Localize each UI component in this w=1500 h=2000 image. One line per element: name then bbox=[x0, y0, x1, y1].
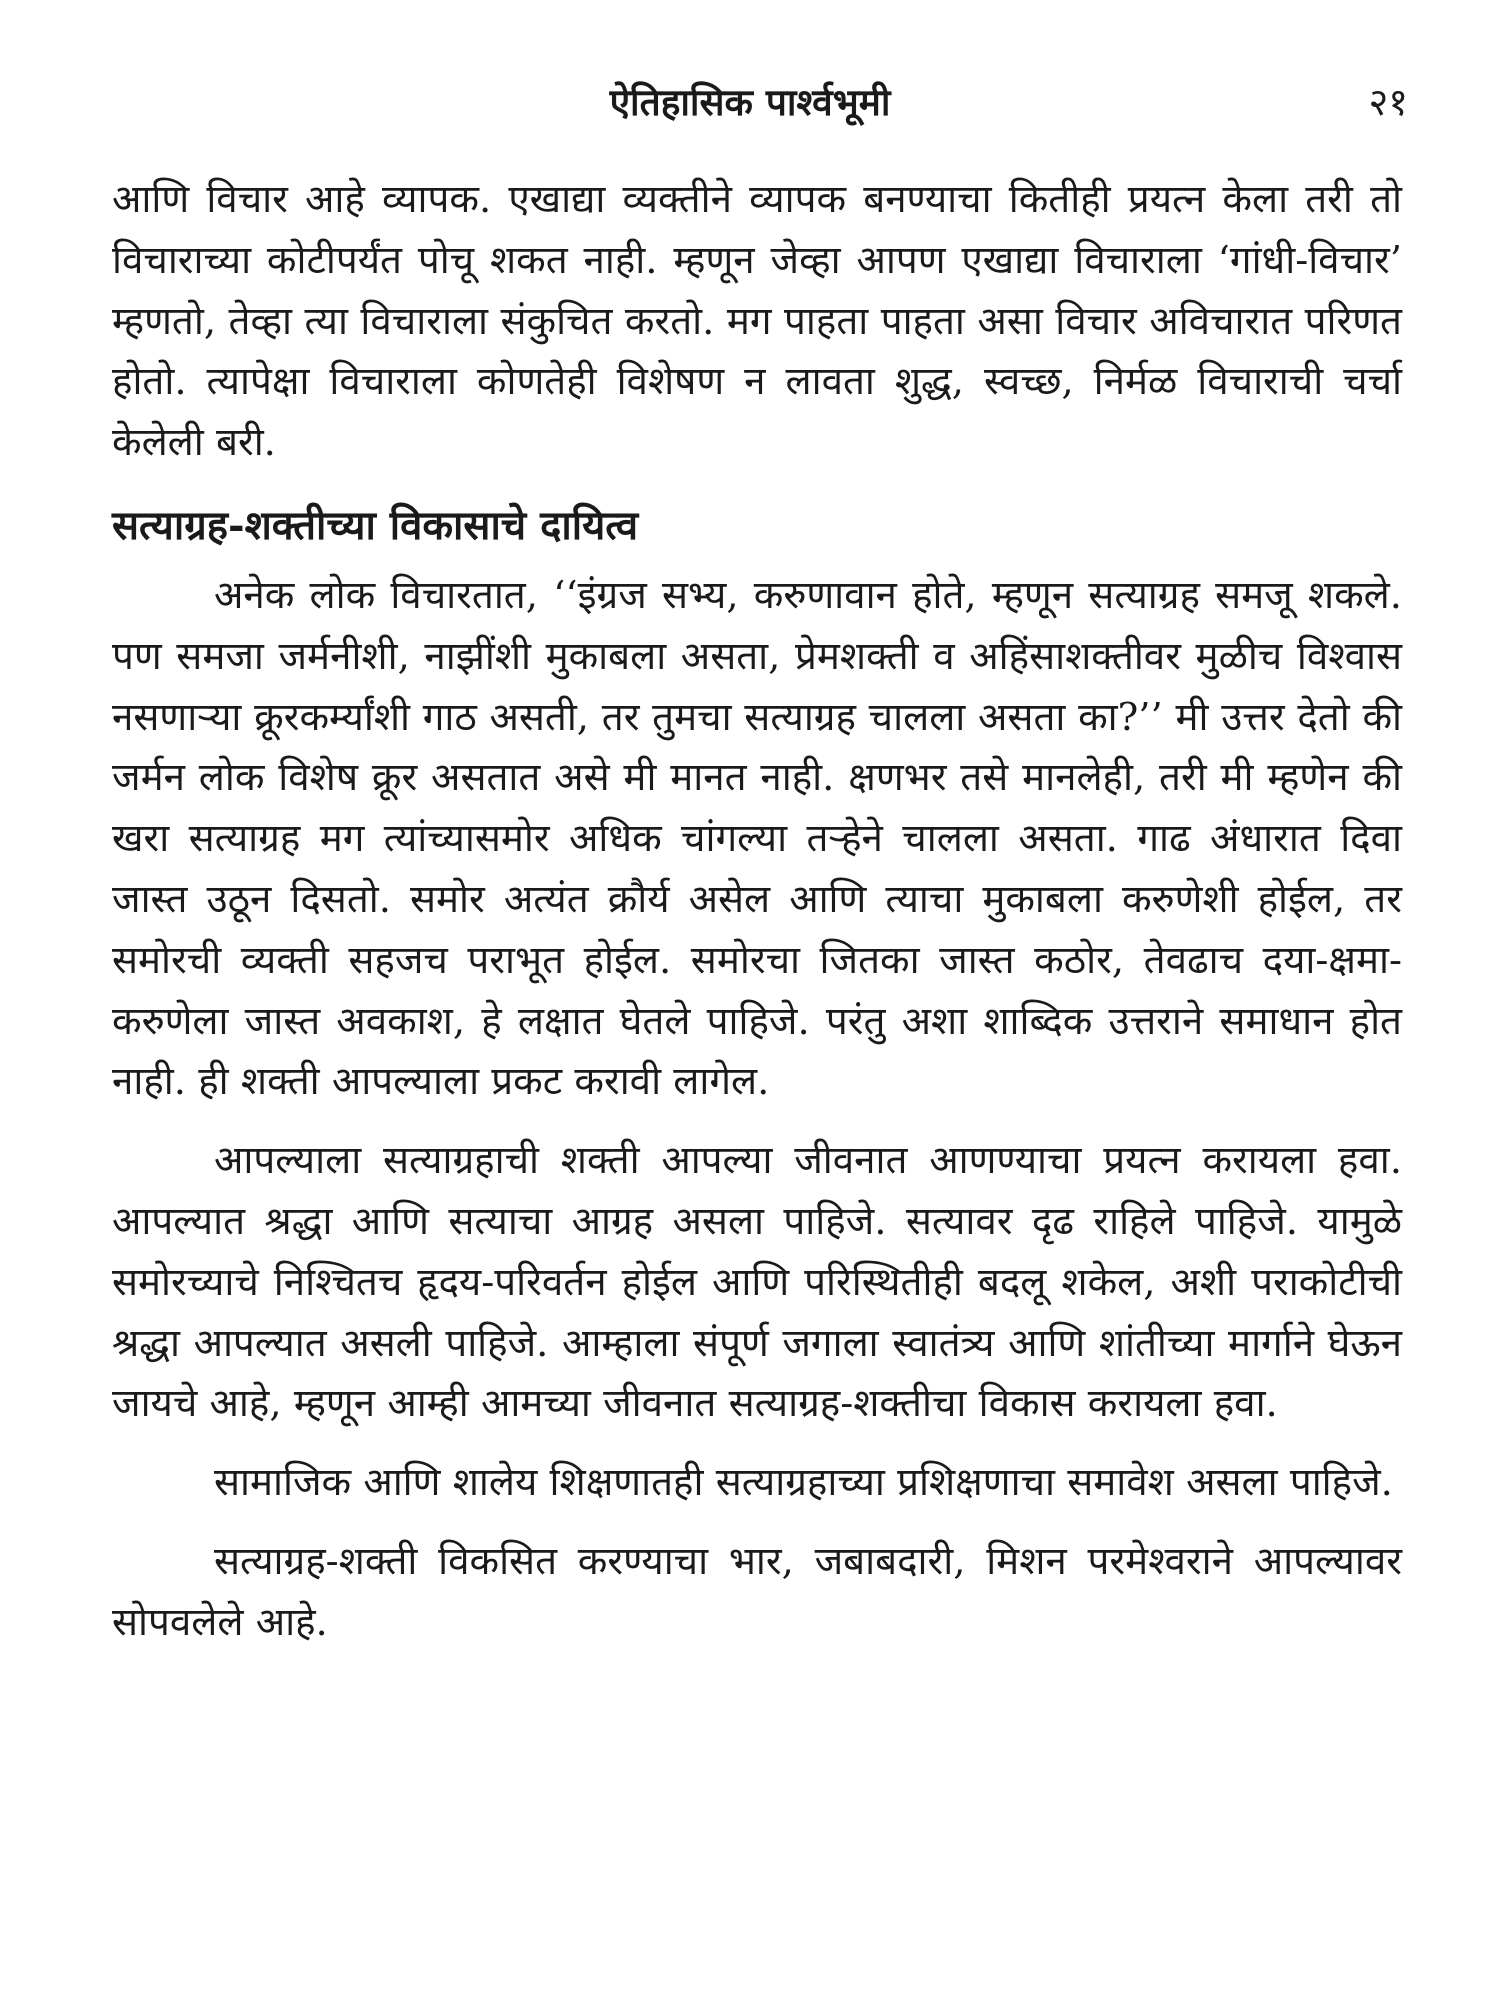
paragraph: अनेक लोक विचारतात, ‘‘इंग्रज सभ्य, करुणावान होते, म्हणून सत्याग्रह समजू शकले. पण समजा जर्मनीशी, नाझींशी मुकाबला असता, प्रेमशक्ती व अहिंसाशक्तीवर मुळीच विश्वास नसणाऱ्या क्रूरकर्म्यांशी गाठ असती, तर तुमचा सत्याग्रह चालला असता का?’’ मी उत्तर देतो की जर्मन लोक विशेष क्रूर असतात असे मी मानत नाही. क्षणभर तसे मानलेही, तरी मी म्हणेन की खरा सत्याग्रह मग त्यांच्यासमोर अधिक चांगल्या तऱ्हेने चालला असता. गाढ अंधारात दिवा जास्त उठून दिसतो. समोर अत्यंत क्रौर्य असेल आणि त्याचा मुकाबला करुणेशी होईल, तर समोरची व्यक्ती सहजच पराभूत होईल. समोरचा जितका जास्त कठोर, तेवढाच दया-क्षमा-करुणेला जास्त अवकाश, हे लक्षात घेतले पाहिजे. परंतु अशा शाब्दिक उत्तराने समाधान होत नाही. ही शक्ती आपल्याला प्रकट करावी लागेल. bbox=[112, 572, 1402, 1105]
section-heading: सत्याग्रह-शक्तीच्या विकासाचे दायित्व bbox=[112, 501, 639, 549]
page-number: २१ bbox=[1368, 80, 1408, 124]
paragraph: आपल्याला सत्याग्रहाची शक्ती आपल्या जीवनात आणण्याचा प्रयत्न करायला हवा. आपल्यात श्रद्धा आणि सत्याचा आग्रह असला पाहिजे. सत्यावर दृढ राहिले पाहिजे. यामुळे समोरच्याचे निश्चितच हृदय-परिवर्तन होईल आणि परिस्थितीही बदलू शकेल, अशी पराकोटीची श्रद्धा आपल्यात असली पाहिजे. आम्हाला संपूर्ण जगाला स्वातंत्र्य आणि शांतीच्या मार्गाने घेऊन जायचे आहे, म्हणून आम्ही आमच्या जीवनात सत्याग्रह-शक्तीचा विकास करायला हवा. bbox=[112, 1138, 1402, 1427]
paragraph: सामाजिक आणि शालेय शिक्षणातही सत्याग्रहाच्या प्रशिक्षणाचा समावेश असला पाहिजे. bbox=[214, 1460, 1393, 1506]
paragraph: सत्याग्रह-शक्ती विकसित करण्याचा भार, जबाबदारी, मिशन परमेश्वराने आपल्यावर सोपवलेले आहे. bbox=[112, 1538, 1402, 1645]
paragraph-continuation: आणि विचार आहे व्यापक. एखाद्या व्यक्तीने व्यापक बनण्याचा कितीही प्रयत्न केला तरी तो विचाराच्या कोटीपर्यंत पोचू शकत नाही. म्हणून जेव्हा आपण एखाद्या विचाराला ‘गांधी-विचार’ म्हणतो, तेव्हा त्या विचाराला संकुचित करतो. मग पाहता पाहता असा विचार अविचारात परिणत होतो. त्यापेक्षा विचाराला कोणतेही विशेषण न लावता शुद्ध, स्वच्छ, निर्मळ विचाराची चर्चा केलेली बरी. bbox=[112, 177, 1402, 466]
page-header bbox=[0, 72, 1500, 132]
running-title: ऐतिहासिक पार्श्वभूमी bbox=[609, 80, 891, 124]
body-text bbox=[112, 170, 1402, 1654]
